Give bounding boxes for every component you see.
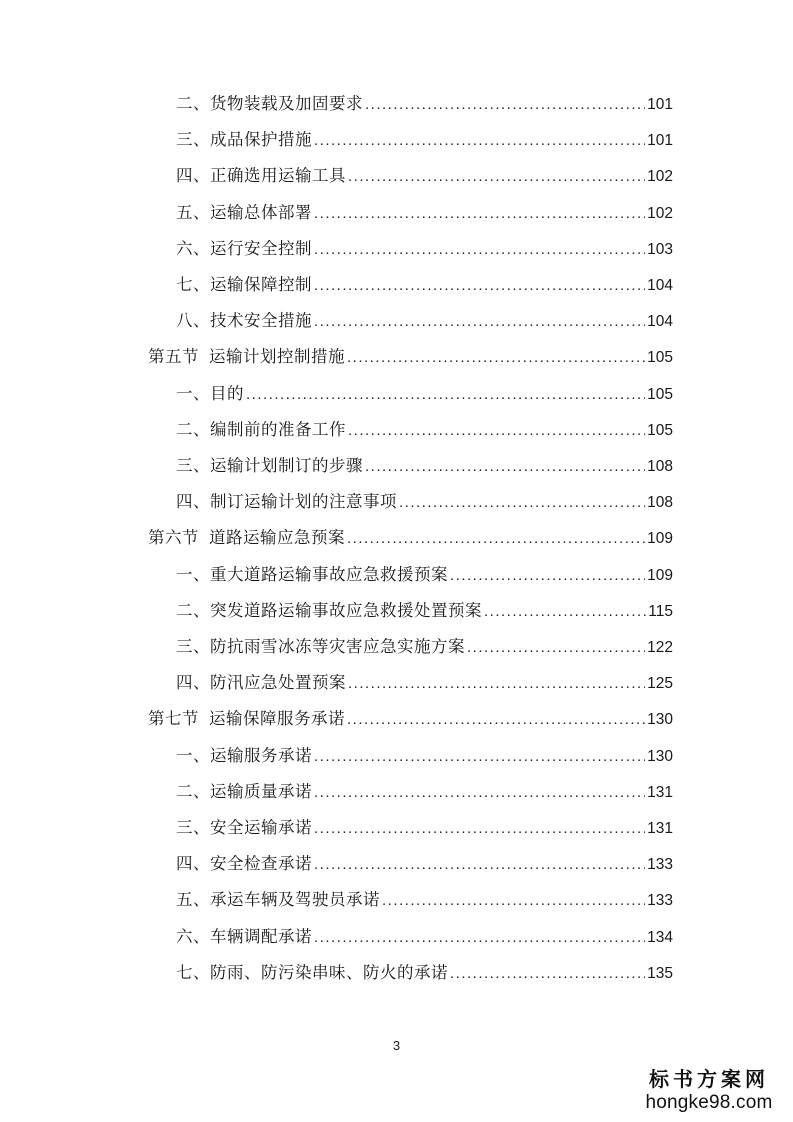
toc-page-number: 102 xyxy=(647,168,673,186)
toc-entry-title xyxy=(176,814,312,838)
toc-page-number: 108 xyxy=(647,494,673,512)
toc-entry-text: 四、防汛应急处置预案 xyxy=(176,673,346,693)
toc-entry-title xyxy=(148,705,345,729)
toc-entry-title xyxy=(176,633,465,657)
toc-page-number: 101 xyxy=(647,132,673,150)
watermark xyxy=(639,1063,779,1114)
dot-leader xyxy=(314,277,645,294)
toc-entry-text: 一、重大道路运输事故应急救援预案 xyxy=(176,564,448,584)
page-number: 3 xyxy=(392,1038,401,1053)
toc-entry-text: 三、成品保护措施 xyxy=(176,130,312,150)
toc-section-number: 第六节 xyxy=(148,528,199,548)
toc-entry-title xyxy=(176,959,448,983)
toc-entry-title xyxy=(176,271,312,295)
toc-entry[interactable] xyxy=(0,742,793,768)
toc-page-number: 134 xyxy=(647,928,673,946)
toc-entry-title xyxy=(176,380,244,404)
toc-entry-text: 八、技术安全措施 xyxy=(176,311,312,331)
toc-page-number: 115 xyxy=(648,602,673,620)
dot-leader xyxy=(348,675,645,692)
dot-leader xyxy=(314,313,645,330)
toc-entry[interactable] xyxy=(0,923,793,949)
toc-entry[interactable] xyxy=(0,850,793,876)
toc-entry-text: 五、运输总体部署 xyxy=(176,202,312,222)
toc-section-entry[interactable] xyxy=(0,343,793,369)
dot-leader xyxy=(347,530,645,547)
toc-entry-title xyxy=(176,597,482,621)
dot-leader xyxy=(450,965,645,982)
toc-page-number: 131 xyxy=(647,820,673,837)
toc-entry-title xyxy=(176,669,346,693)
toc-entry[interactable] xyxy=(0,669,793,695)
toc-entry[interactable] xyxy=(0,162,793,188)
toc-entry[interactable] xyxy=(0,452,793,478)
toc-page-number: 105 xyxy=(647,349,673,367)
toc-page-number: 109 xyxy=(647,566,673,584)
toc-entry-text: 一、运输服务承诺 xyxy=(176,745,312,765)
dot-leader xyxy=(246,386,645,403)
dot-leader xyxy=(314,132,645,149)
toc-entry-title xyxy=(176,452,363,476)
toc-section-entry[interactable] xyxy=(0,705,793,731)
toc-entry-text: 四、制订运输计划的注意事项 xyxy=(176,492,397,512)
toc-entry-text: 二、突发道路运输事故应急救援处置预案 xyxy=(176,600,482,620)
dot-leader xyxy=(348,168,645,185)
toc-entry-title xyxy=(176,162,346,186)
toc-entry-text: 四、安全检查承诺 xyxy=(176,854,312,874)
watermark-url: hongke98.com xyxy=(645,1092,773,1113)
toc-section-entry[interactable] xyxy=(0,524,793,550)
toc-entry[interactable] xyxy=(0,126,793,152)
toc-entry[interactable] xyxy=(0,307,793,333)
toc-entry-text: 七、防雨、防污染串味、防火的承诺 xyxy=(176,962,448,982)
toc-entry-title xyxy=(176,126,312,150)
dot-leader xyxy=(348,422,645,439)
toc-page-number: 131 xyxy=(647,783,673,801)
toc-entry[interactable] xyxy=(0,778,793,804)
toc-entry-text: 道路运输应急预案 xyxy=(209,528,345,548)
toc-entry[interactable] xyxy=(0,814,793,840)
toc-entry-text: 三、安全运输承诺 xyxy=(176,818,312,837)
dot-leader xyxy=(347,711,645,728)
toc-entry-title xyxy=(176,488,397,512)
toc-entry-title xyxy=(176,850,312,874)
toc-entry-title xyxy=(176,923,312,947)
toc-entry-text: 三、防抗雨雪冰冻等灾害应急实施方案 xyxy=(176,637,465,656)
toc-entry-text: 一、目的 xyxy=(176,383,244,403)
dot-leader xyxy=(365,96,645,113)
dot-leader xyxy=(382,892,645,909)
toc-entry-text: 运输保障服务承诺 xyxy=(209,709,345,729)
watermark-title: 标书方案网 xyxy=(649,1067,769,1091)
toc-entry-title xyxy=(176,886,380,910)
toc-entry[interactable] xyxy=(0,633,793,659)
toc-entry-title xyxy=(176,307,312,331)
toc-entry[interactable] xyxy=(0,561,793,587)
toc-entry-text: 二、运输质量承诺 xyxy=(176,781,312,801)
toc-entry[interactable] xyxy=(0,271,793,297)
toc-page-number: 133 xyxy=(647,856,673,874)
toc-section-number: 第五节 xyxy=(148,347,199,367)
toc-page-number: 102 xyxy=(647,204,673,222)
dot-leader xyxy=(399,494,645,511)
dot-leader xyxy=(314,205,645,222)
toc-entry[interactable] xyxy=(0,416,793,442)
toc-entry-title xyxy=(176,742,312,766)
dot-leader xyxy=(467,639,645,656)
toc-entry-text: 三、运输计划制订的步骤 xyxy=(176,456,363,475)
toc-entry[interactable] xyxy=(0,90,793,116)
toc-page-number: 133 xyxy=(647,892,673,910)
toc-page-number: 104 xyxy=(647,313,673,331)
toc-entry-title xyxy=(176,199,312,223)
toc-entry-text: 四、正确选用运输工具 xyxy=(176,166,346,186)
toc-entry-text: 六、运行安全控制 xyxy=(176,238,312,258)
toc-entry-text: 七、运输保障控制 xyxy=(176,275,312,294)
toc-entry-title xyxy=(176,561,448,585)
dot-leader xyxy=(365,458,645,475)
toc-entry[interactable] xyxy=(0,235,793,261)
toc-entry[interactable] xyxy=(0,597,793,623)
dot-leader xyxy=(314,929,645,946)
toc-entry-title xyxy=(176,416,346,440)
toc-page-number: 125 xyxy=(647,675,673,693)
toc-page-number: 122 xyxy=(647,639,673,656)
dot-leader xyxy=(314,784,645,801)
toc-entry-title xyxy=(148,343,345,367)
toc-entry[interactable] xyxy=(0,886,793,912)
dot-leader xyxy=(450,567,645,584)
dot-leader xyxy=(347,349,645,366)
toc-entry[interactable] xyxy=(0,488,793,514)
toc-entry-title xyxy=(176,90,363,114)
toc-page-number: 105 xyxy=(647,385,673,403)
toc-entry[interactable] xyxy=(0,959,793,985)
toc-page-number: 104 xyxy=(647,277,673,294)
toc-page-number: 130 xyxy=(647,711,673,729)
toc-page-number: 105 xyxy=(647,421,673,439)
toc-page-number: 101 xyxy=(647,96,673,113)
toc-section-number: 第七节 xyxy=(148,709,199,729)
dot-leader xyxy=(484,603,646,620)
toc-entry-text: 六、车辆调配承诺 xyxy=(176,926,312,946)
dot-leader xyxy=(314,748,645,765)
toc-entry[interactable] xyxy=(0,199,793,225)
toc-entry-title xyxy=(176,778,312,802)
toc-entry-text: 五、承运车辆及驾驶员承诺 xyxy=(176,890,380,910)
toc-entry-text: 二、货物装载及加固要求 xyxy=(176,94,363,113)
dot-leader xyxy=(314,820,645,837)
toc-page-number: 108 xyxy=(647,458,673,475)
toc-entry-text: 二、编制前的准备工作 xyxy=(176,419,346,439)
toc-page-number: 130 xyxy=(647,747,673,765)
dot-leader xyxy=(314,241,645,258)
toc-page-number: 103 xyxy=(647,240,673,258)
dot-leader xyxy=(314,856,645,873)
toc-entry-text: 运输计划控制措施 xyxy=(209,347,345,367)
toc-page-number: 135 xyxy=(647,964,673,982)
toc-entry-title xyxy=(148,524,345,548)
toc-page-number: 109 xyxy=(647,530,673,548)
toc-entry-title xyxy=(176,235,312,259)
toc-entry[interactable] xyxy=(0,380,793,406)
